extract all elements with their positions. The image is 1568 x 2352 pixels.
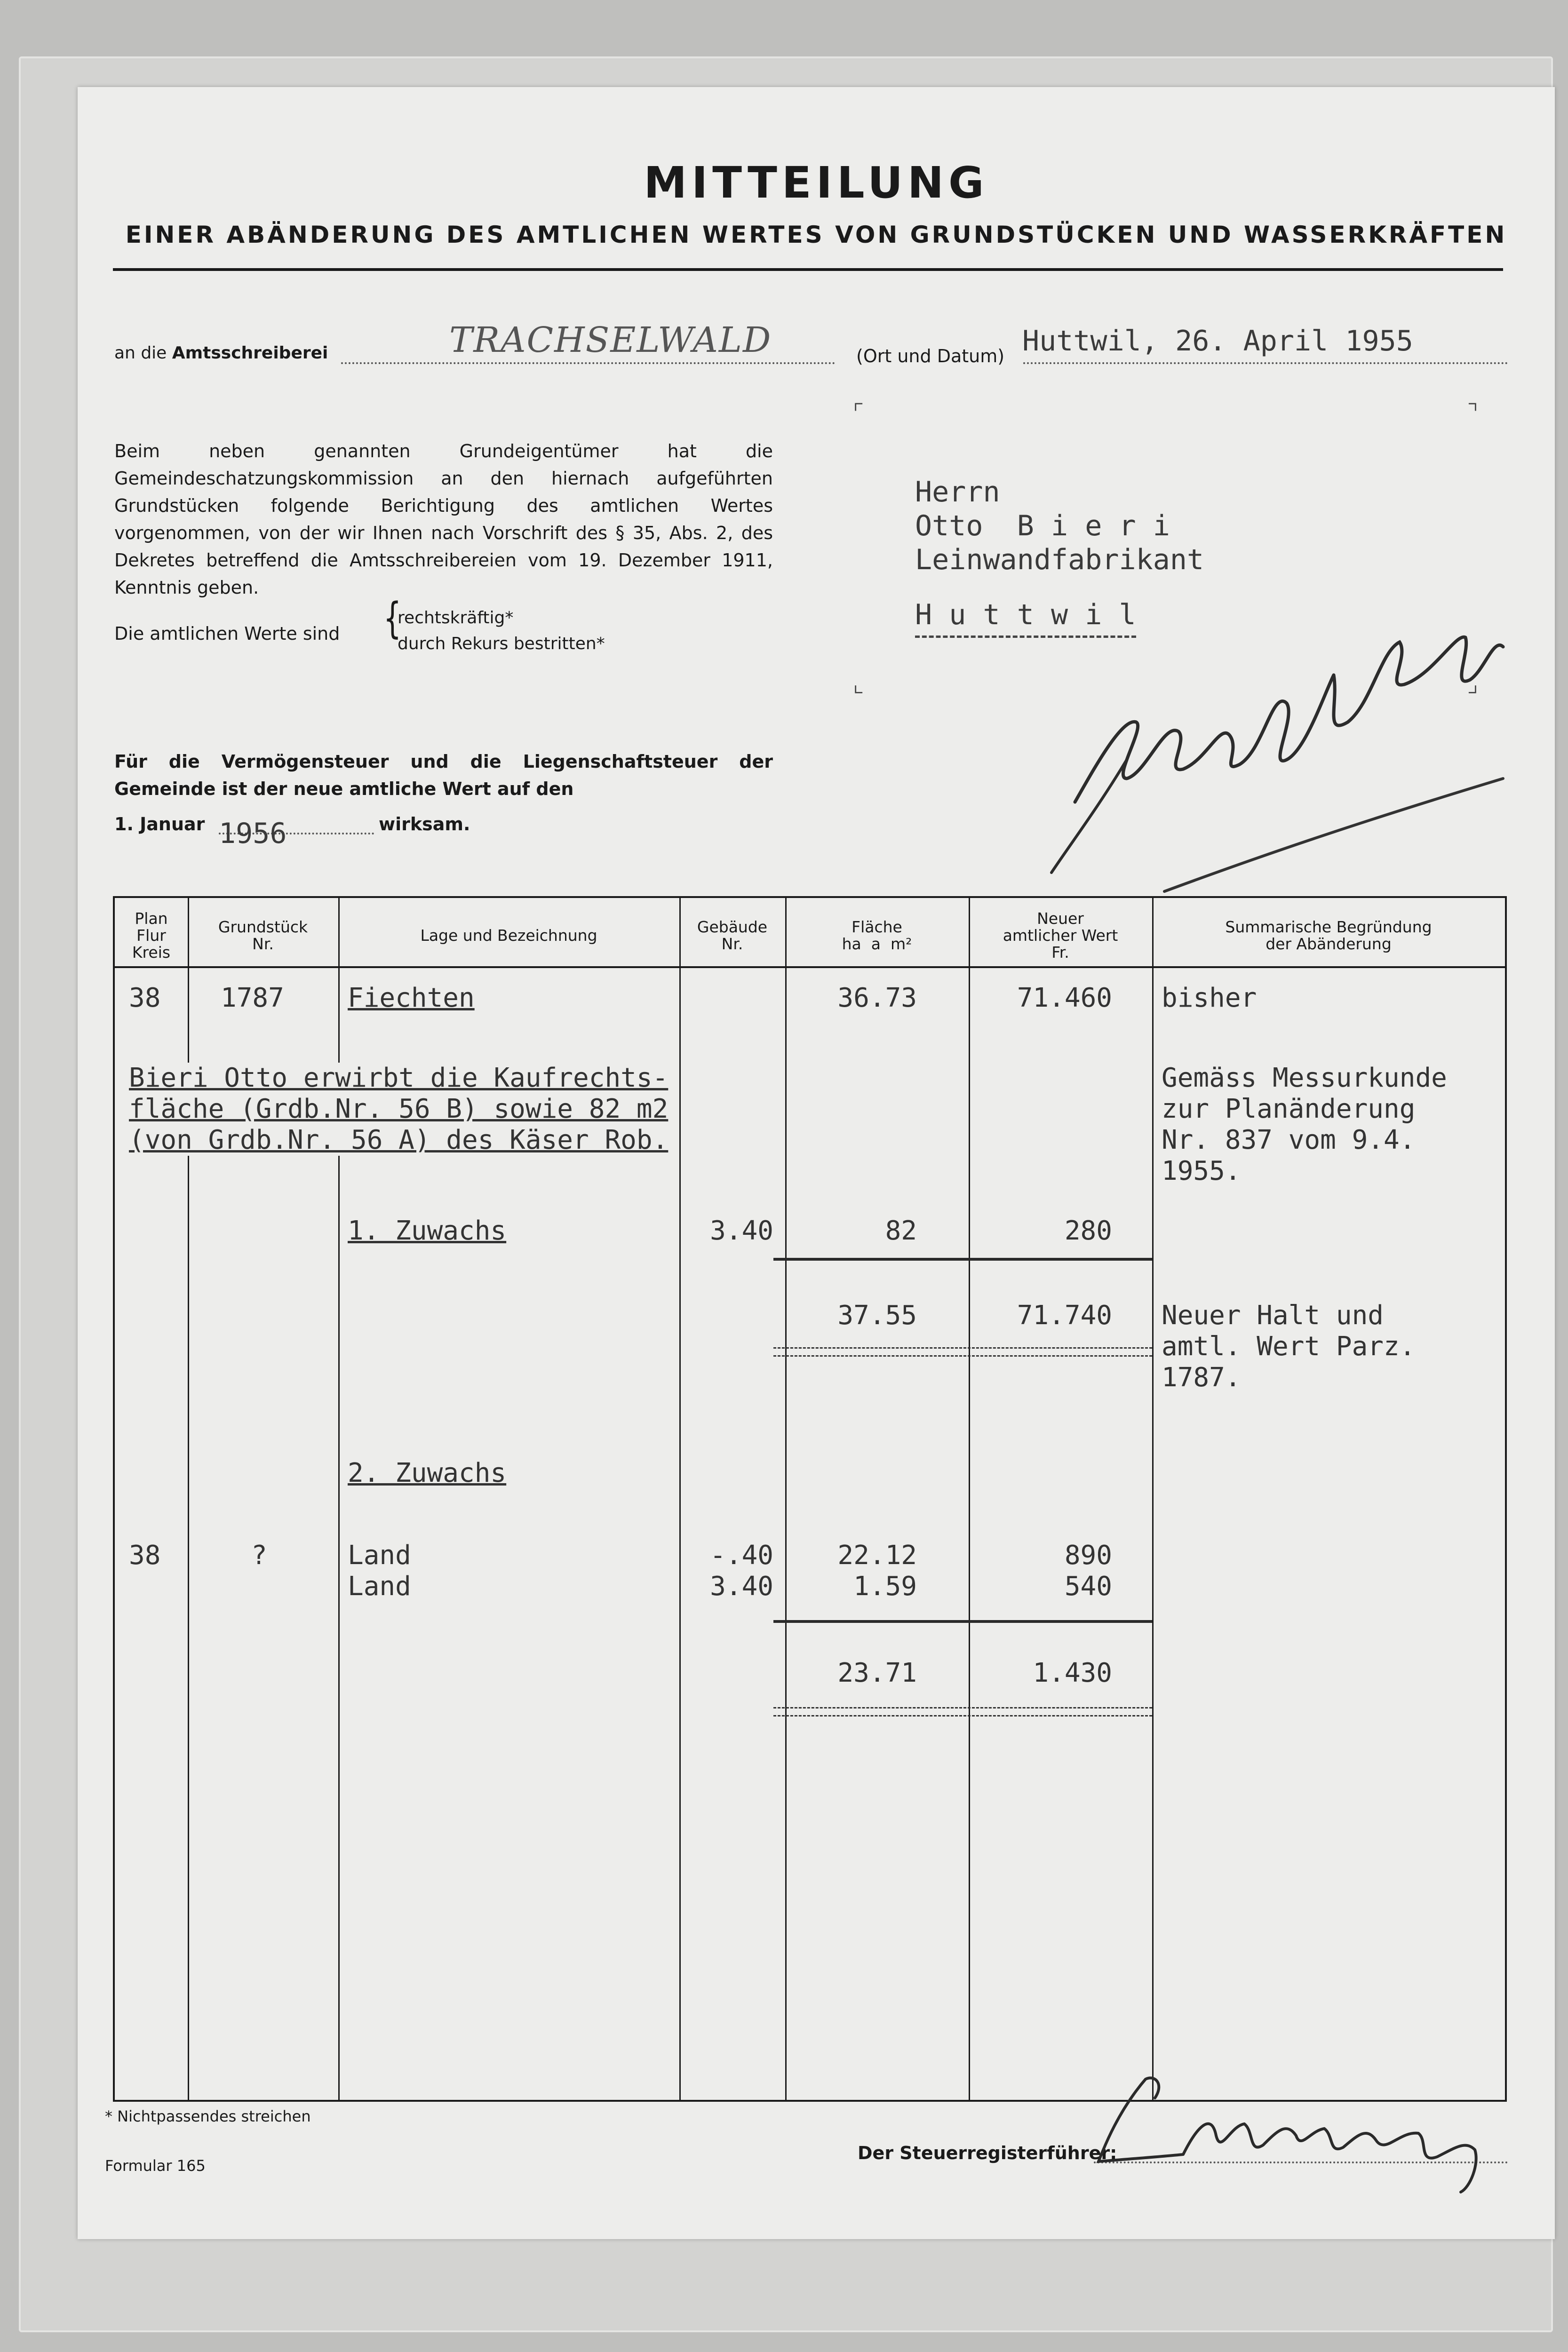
growth1-area: 82 bbox=[885, 1216, 917, 1246]
address-line3: Leinwandfabrikant bbox=[915, 543, 1204, 576]
col-divider bbox=[969, 898, 970, 2100]
values-status-brace: { bbox=[383, 594, 402, 644]
row1-parcel: 1787 bbox=[221, 983, 284, 1013]
address-corner-tl: ⌜ bbox=[852, 397, 866, 425]
total1-area: 37.55 bbox=[837, 1300, 917, 1331]
document-sheet bbox=[78, 87, 1555, 2239]
reason-line: zur Planänderung bbox=[1162, 1094, 1416, 1124]
growth1-label: 1. Zuwachs bbox=[348, 1216, 507, 1246]
total1-reason-line: Neuer Halt und bbox=[1162, 1300, 1384, 1331]
note-line: fläche (Grdb.Nr. 56 B) sowie 82 m2 bbox=[129, 1094, 669, 1124]
footer-note: * Nichtpassendes streichen bbox=[105, 2107, 311, 2125]
header-location: Lage und Bezeichnung bbox=[420, 926, 597, 945]
header-area: Fläche ha a m² bbox=[842, 918, 912, 953]
land1-building: -.40 bbox=[710, 1540, 773, 1571]
address-line2: Otto B i e r i bbox=[915, 509, 1170, 542]
title-rule bbox=[113, 268, 1503, 271]
total2-area: 23.71 bbox=[837, 1658, 917, 1688]
land2-value: 540 bbox=[1064, 1571, 1112, 1602]
intro-paragraph: Beim neben genannten Grundeigentümer hat die Gemeindeschatzungskommission an den hiernach aufgeführten Grundstücken folgende Berichtigung des amtlichen Wertes vorgenommen, von der wir Ihnen nach Vorschrift des § 35, Abs. 2, des Dekretes betreffend die Amtsschreibereien vom 19. Dezember 1911, Kenntnis geben. bbox=[114, 441, 773, 598]
document-subtitle: EINER ABÄNDERUNG DES AMTLICHEN WERTES VON GRUNDSTÜCKEN UND WASSERKRÄFTEN bbox=[125, 221, 1507, 248]
address-line4: H u t t w i l bbox=[915, 598, 1136, 638]
header-value: Neuer amtlicher Wert Fr. bbox=[1003, 909, 1118, 961]
growth1-value: 280 bbox=[1064, 1216, 1112, 1246]
values-status-option1: rechtskräftig* bbox=[398, 608, 514, 628]
header-plan: Plan Flur Kreis bbox=[132, 909, 171, 961]
col-divider bbox=[785, 898, 787, 2100]
note-line: (von Grdb.Nr. 56 A) des Käser Rob. bbox=[129, 1125, 669, 1155]
signer-label: Der Steuerregisterführer: bbox=[858, 2143, 1117, 2163]
place-date-value: Huttwil, 26. April 1955 bbox=[1022, 325, 1413, 358]
row1-reason: bisher bbox=[1162, 983, 1257, 1013]
sum-line bbox=[773, 1258, 1152, 1261]
office-value: TRACHSELWALD bbox=[449, 320, 772, 360]
office-dotted-line bbox=[341, 362, 835, 364]
row1-area: 36.73 bbox=[837, 983, 917, 1013]
row1-location: Fiechten bbox=[348, 983, 475, 1013]
office-label: an die Amtsschreiberei bbox=[114, 343, 328, 363]
col-divider bbox=[1152, 898, 1154, 2100]
header-parcel: Grundstück Nr. bbox=[218, 918, 308, 953]
land1-value: 890 bbox=[1064, 1540, 1112, 1571]
sum-line bbox=[773, 1620, 1152, 1623]
effective-year: 1956 bbox=[219, 817, 287, 850]
row1-plan: 38 bbox=[129, 983, 161, 1013]
total1-reason-line: 1787. bbox=[1162, 1362, 1241, 1393]
header-building: Gebäude Nr. bbox=[697, 918, 768, 953]
place-date-label: (Ort und Datum) bbox=[856, 346, 1005, 366]
growth1-building: 3.40 bbox=[710, 1216, 773, 1246]
document-title: MITTEILUNG bbox=[644, 158, 989, 208]
form-number: Formular 165 bbox=[105, 2157, 206, 2175]
header-reason: Summarische Begründung der Abänderung bbox=[1225, 918, 1432, 953]
double-rule bbox=[773, 1347, 1152, 1357]
address-line1: Herrn bbox=[915, 476, 1000, 509]
effective-text: Für die Vermögensteuer und die Liegenschaftsteuer der Gemeinde ist der neue amtliche Wert auf den bbox=[114, 751, 773, 799]
land2-location: Land bbox=[348, 1571, 411, 1602]
land1-plan: 38 bbox=[129, 1540, 161, 1571]
address-corner-br: ⌟ bbox=[1465, 670, 1480, 698]
land2-building: 3.40 bbox=[710, 1571, 773, 1602]
address-corner-tr: ⌝ bbox=[1465, 397, 1480, 425]
handwritten-signature bbox=[1042, 581, 1541, 901]
registrar-signature bbox=[1089, 2056, 1512, 2197]
total2-value: 1.430 bbox=[1033, 1658, 1112, 1688]
values-status-label: Die amtlichen Werte sind bbox=[114, 623, 340, 644]
effective-prefix: 1. Januar bbox=[114, 814, 205, 834]
land1-parcel: ? bbox=[251, 1540, 267, 1571]
reason-line: Gemäss Messurkunde bbox=[1162, 1063, 1447, 1093]
row1-value: 71.460 bbox=[1017, 983, 1112, 1013]
values-status-option2: durch Rekurs bestritten* bbox=[398, 634, 605, 653]
growth2-label: 2. Zuwachs bbox=[348, 1458, 507, 1488]
note-line: Bieri Otto erwirbt die Kaufrechts- bbox=[129, 1063, 669, 1093]
effective-suffix: wirksam. bbox=[379, 814, 470, 834]
valuation-table bbox=[113, 896, 1507, 2102]
total1-reason-line: amtl. Wert Parz. bbox=[1162, 1331, 1416, 1362]
double-rule bbox=[773, 1707, 1152, 1716]
land2-area: 1.59 bbox=[853, 1571, 917, 1602]
land1-location: Land bbox=[348, 1540, 411, 1571]
reason-line: 1955. bbox=[1162, 1156, 1241, 1186]
total1-value: 71.740 bbox=[1017, 1300, 1112, 1331]
address-corner-bl: ⌞ bbox=[852, 670, 866, 698]
col-divider bbox=[679, 898, 681, 2100]
reason-line: Nr. 837 vom 9.4. bbox=[1162, 1125, 1416, 1155]
place-date-dotted-line bbox=[1023, 362, 1508, 364]
land1-area: 22.12 bbox=[837, 1540, 917, 1571]
